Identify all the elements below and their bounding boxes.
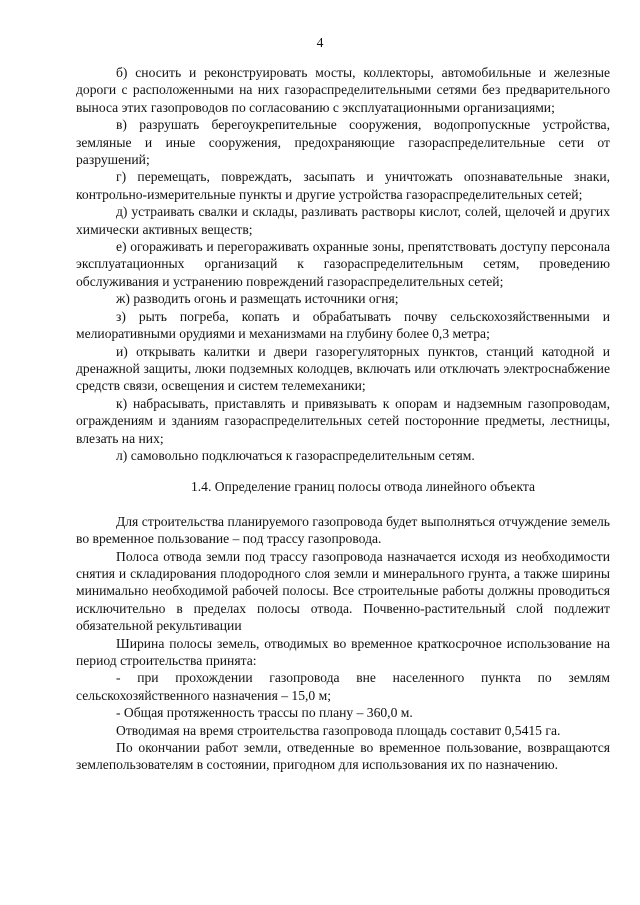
page-number: 4 (316, 35, 324, 50)
section-heading: 1.4. Определение границ полосы отвода линейного объекта (190, 479, 536, 495)
list-item: ж) разводить огонь и размещать источники огня; (116, 291, 399, 307)
page-content (76, 64, 610, 774)
list-item: в) разрушать берегоукрепительные сооружения, водопропускные устройства, земляные и иные сооружения, предохраняющие газораспределительные сети от разрушений; (76, 117, 610, 168)
list-item: л) самовольно подключаться к газораспределительным сетям. (116, 447, 475, 463)
paragraph: По окончании работ земли, отведенные во временное пользование, возвращаются землепользователям в состоянии, пригодном для использования их по назначению. (76, 740, 610, 773)
paragraph: - Общая протяженность трассы по плану – 360,0 м. (116, 705, 413, 721)
paragraph: Ширина полосы земель, отводимых во временное краткосрочное использование на период строительства принята: (76, 635, 610, 668)
paragraph: Для строительства планируемого газопровода будет выполняться отчуждение земель во временное пользование – под трассу газопровода. (76, 513, 610, 547)
list-item: б) сносить и реконструировать мосты, коллекторы, автомобильные и железные дороги с расположенными на них газораспределительными сетями без предварительного выноса этих газопроводов по согласованию с эксплуатационными организациями; (76, 65, 610, 115)
paragraph: Полоса отвода земли под трассу газопровода назначается исходя из необходимости снятия и складирования плодородного слоя земли и минерального грунта, а также ширины минимально необходимой рабочей полосы. Все строительные работы должны проводиться исключительно в пределах полосы отвода. Почвенно-растительный слой подлежит обязательной рекультивации (76, 548, 610, 634)
list-item: з) рыть погреба, копать и обрабатывать почву сельскохозяйственными и мелиоративными орудиями и механизмами на глубину более 0,3 метра; (76, 308, 610, 342)
list-item: г) перемещать, повреждать, засыпать и уничтожать опознавательные знаки, контрольно-измерительные пункты и другие устройства газораспределительных сетей; (76, 169, 610, 202)
paragraph: - при прохождении газопровода вне населенного пункта по землям сельскохозяйственного назначения – 15,0 м; (76, 670, 610, 703)
list-item: е) огораживать и перегораживать охранные зоны, препятствовать доступу персонала эксплуатационных организаций к газораспределительным сетям, проведению обслуживания и устранению повреждений газораспределительных сетей; (76, 239, 610, 289)
paragraph: Отводимая на время строительства газопровода площадь составит 0,5415 га. (116, 722, 561, 738)
list-item: д) устраивать свалки и склады, разливать растворы кислот, солей, щелочей и других химически активных веществ; (76, 204, 610, 237)
list-item: к) набрасывать, приставлять и привязывать к опорам и надземным газопроводам, ограждениям и зданиям газораспределительных сетей посторонние предметы, лестницы, влезать на них; (76, 395, 610, 446)
list-item: и) открывать калитки и двери газорегуляторных пунктов, станций катодной и дренажной защиты, люки подземных колодцев, включать или отключать электроснабжение средств связи, освещения и систем телемеханики; (76, 343, 610, 394)
